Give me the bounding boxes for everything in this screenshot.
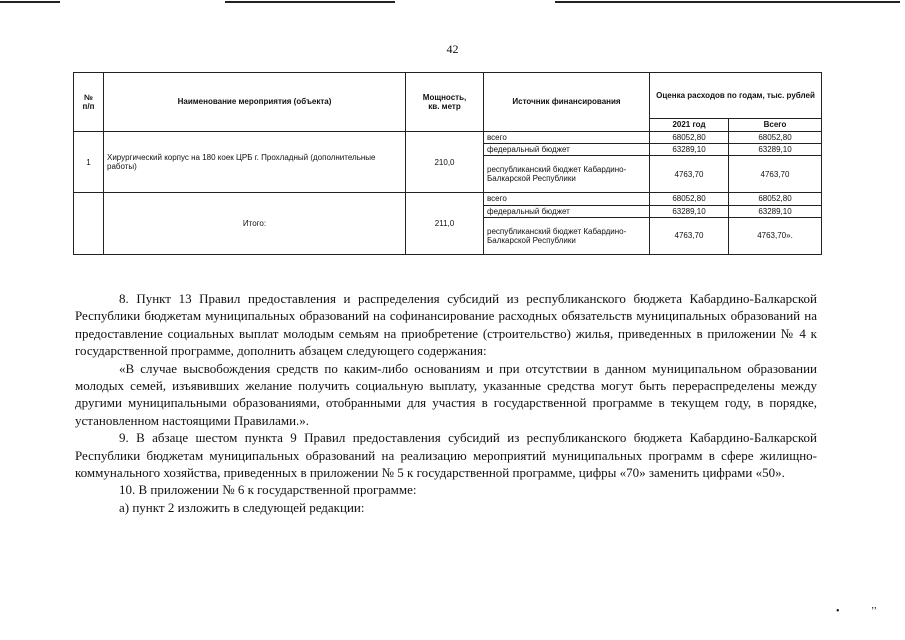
total-value: 63289,10 xyxy=(729,205,822,217)
page-number: 42 xyxy=(446,42,459,56)
year-value: 68052,80 xyxy=(650,193,729,205)
header-capacity: Мощность, кв. метр xyxy=(406,73,484,132)
source-cell: республиканский бюджет Кабардино- Балкарской Республики xyxy=(484,217,650,254)
paragraph-item-8: 8. Пункт 13 Правил предоставления и распределения субсидий из республиканского бюджета Кабардино-Балкарской Республики бюджетам муниципальных образований на софинансирование расходных обязательств муниципальных образований на предоставление социальных выплат молодым семьям на приобретение (строительство) жилья, приведенных в приложении № 4 к государственной программе, дополнить абзацем следующего содержания: xyxy=(75,291,817,359)
row-capacity: 211,0 xyxy=(406,193,484,254)
source-cell: всего xyxy=(484,132,650,144)
total-value: 4763,70». xyxy=(729,217,822,254)
total-value: 4763,70 xyxy=(729,156,822,193)
row-num: 1 xyxy=(74,132,104,193)
year-value: 68052,80 xyxy=(650,132,729,144)
scan-edge-line xyxy=(0,1,60,3)
header-name: Наименование мероприятия (объекта) xyxy=(104,73,406,132)
source-cell: федеральный бюджет xyxy=(484,205,650,217)
paragraph-item-9: 9. В абзаце шестом пункта 9 Правил предоставления субсидий из республиканского бюджета Кабардино-Балкарской Республики бюджетам муниципальных образований на реализацию мероприятий муниципальных программ в сфере жилищно-коммунального хозяйства, приведенных в приложении № 5 к государственной программе, цифры «70» заменить цифрами «50». xyxy=(75,430,817,481)
row-name: Хирургический корпус на 180 коек ЦРБ г. Прохладный (дополнительные работы) xyxy=(104,132,406,193)
row-name: Итого: xyxy=(104,193,406,254)
year-value: 63289,10 xyxy=(650,144,729,156)
financing-table xyxy=(73,72,822,255)
table-row xyxy=(74,132,822,144)
header-year: 2021 год xyxy=(650,119,729,132)
total-value: 68052,80 xyxy=(729,132,822,144)
source-cell: республиканский бюджет Кабардино- Балкарской Республики xyxy=(484,156,650,193)
paragraph-quote: «В случае высвобождения средств по каким-либо основаниям и при отсутствии в данном муниципальном образовании молодых семей, изъявивших желание получить социальную выплату, указанные средства могут быть перераспределены между другими муниципальными образованиями, отобранными для участия в государственной программе в текущем году, в порядке, установленном настоящими Правилами.». xyxy=(75,360,817,428)
paragraph-item-10: 10. В приложении № 6 к государственной программе: xyxy=(119,482,417,498)
scan-mark: ’’ xyxy=(871,606,877,617)
total-value: 63289,10 xyxy=(729,144,822,156)
total-value: 68052,80 xyxy=(729,193,822,205)
header-total: Всего xyxy=(729,119,822,132)
table-row xyxy=(74,193,822,205)
row-num xyxy=(74,193,104,254)
source-cell: федеральный бюджет xyxy=(484,144,650,156)
scan-edge-line xyxy=(225,1,395,3)
document-body xyxy=(75,290,817,516)
year-value: 63289,10 xyxy=(650,205,729,217)
scan-edge-line xyxy=(555,1,900,3)
header-costs: Оценка расходов по годам, тыс. рублей xyxy=(650,73,822,119)
header-source: Источник финансирования xyxy=(484,73,650,132)
row-capacity: 210,0 xyxy=(406,132,484,193)
paragraph-subitem-a: а) пункт 2 изложить в следующей редакции: xyxy=(119,499,365,515)
header-num: № п/п xyxy=(74,73,104,132)
scan-mark: • xyxy=(836,606,840,617)
year-value: 4763,70 xyxy=(650,217,729,254)
source-cell: всего xyxy=(484,193,650,205)
year-value: 4763,70 xyxy=(650,156,729,193)
